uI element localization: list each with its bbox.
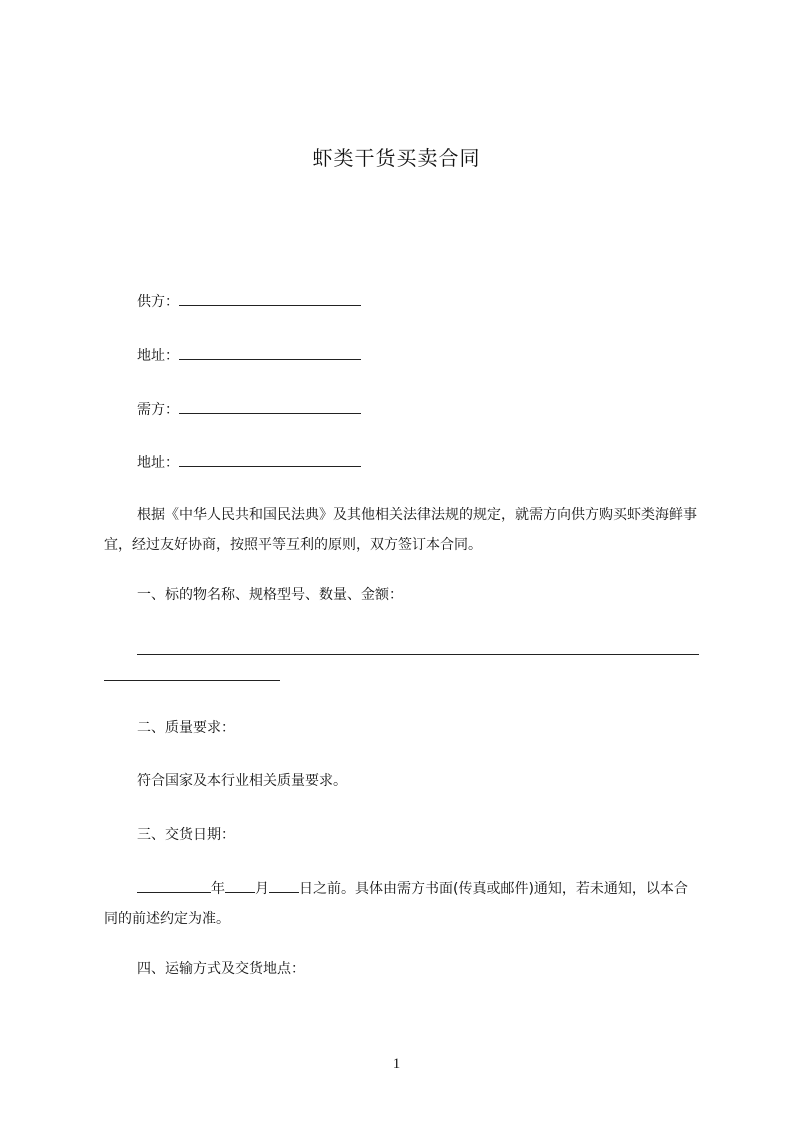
section2-heading: 二、质量要求： bbox=[137, 720, 235, 736]
section1-blank-line-2[interactable] bbox=[104, 680, 280, 681]
preamble-paragraph bbox=[104, 500, 698, 560]
buyer-row bbox=[137, 398, 361, 420]
preamble-text: 根据《中华人民共和国民法典》及其他相关法律法规的规定，就需方向供方购买虾类海鲜事宜，经过友好协商，按照平等互利的原则，双方签订本合同。 bbox=[104, 507, 697, 553]
buyer-address-row bbox=[137, 451, 361, 473]
section1-blank-line-1[interactable] bbox=[137, 654, 699, 655]
supplier-address-label: 地址： bbox=[137, 348, 179, 364]
section1-heading: 一、标的物名称、规格型号、数量、金额： bbox=[137, 587, 403, 603]
section4-heading: 四、运输方式及交货地点： bbox=[137, 961, 305, 977]
year-label: 年 bbox=[211, 881, 225, 897]
buyer-label: 需方： bbox=[137, 402, 179, 418]
section3-paragraph bbox=[104, 874, 698, 934]
supplier-label: 供方： bbox=[137, 294, 179, 310]
section3-body-text: 日之前。具体由需方书面(传真或邮件)通知，若未通知，以本合同的前述约定为准。 bbox=[104, 881, 688, 927]
page-number: 1 bbox=[392, 1056, 401, 1072]
supplier-row bbox=[137, 290, 361, 312]
year-blank[interactable] bbox=[137, 877, 211, 893]
month-label: 月 bbox=[255, 881, 269, 897]
buyer-address-label: 地址： bbox=[137, 455, 179, 471]
section2-body: 符合国家及本行业相关质量要求。 bbox=[137, 773, 347, 789]
buyer-blank[interactable] bbox=[179, 398, 361, 414]
month-blank[interactable] bbox=[225, 877, 255, 893]
supplier-address-blank[interactable] bbox=[179, 344, 361, 360]
supplier-blank[interactable] bbox=[179, 290, 361, 306]
supplier-address-row bbox=[137, 344, 361, 366]
day-blank[interactable] bbox=[269, 877, 299, 893]
buyer-address-blank[interactable] bbox=[179, 451, 361, 467]
page-title: 虾类干货买卖合同 bbox=[312, 146, 481, 170]
section3-heading: 三、交货日期： bbox=[137, 827, 235, 843]
